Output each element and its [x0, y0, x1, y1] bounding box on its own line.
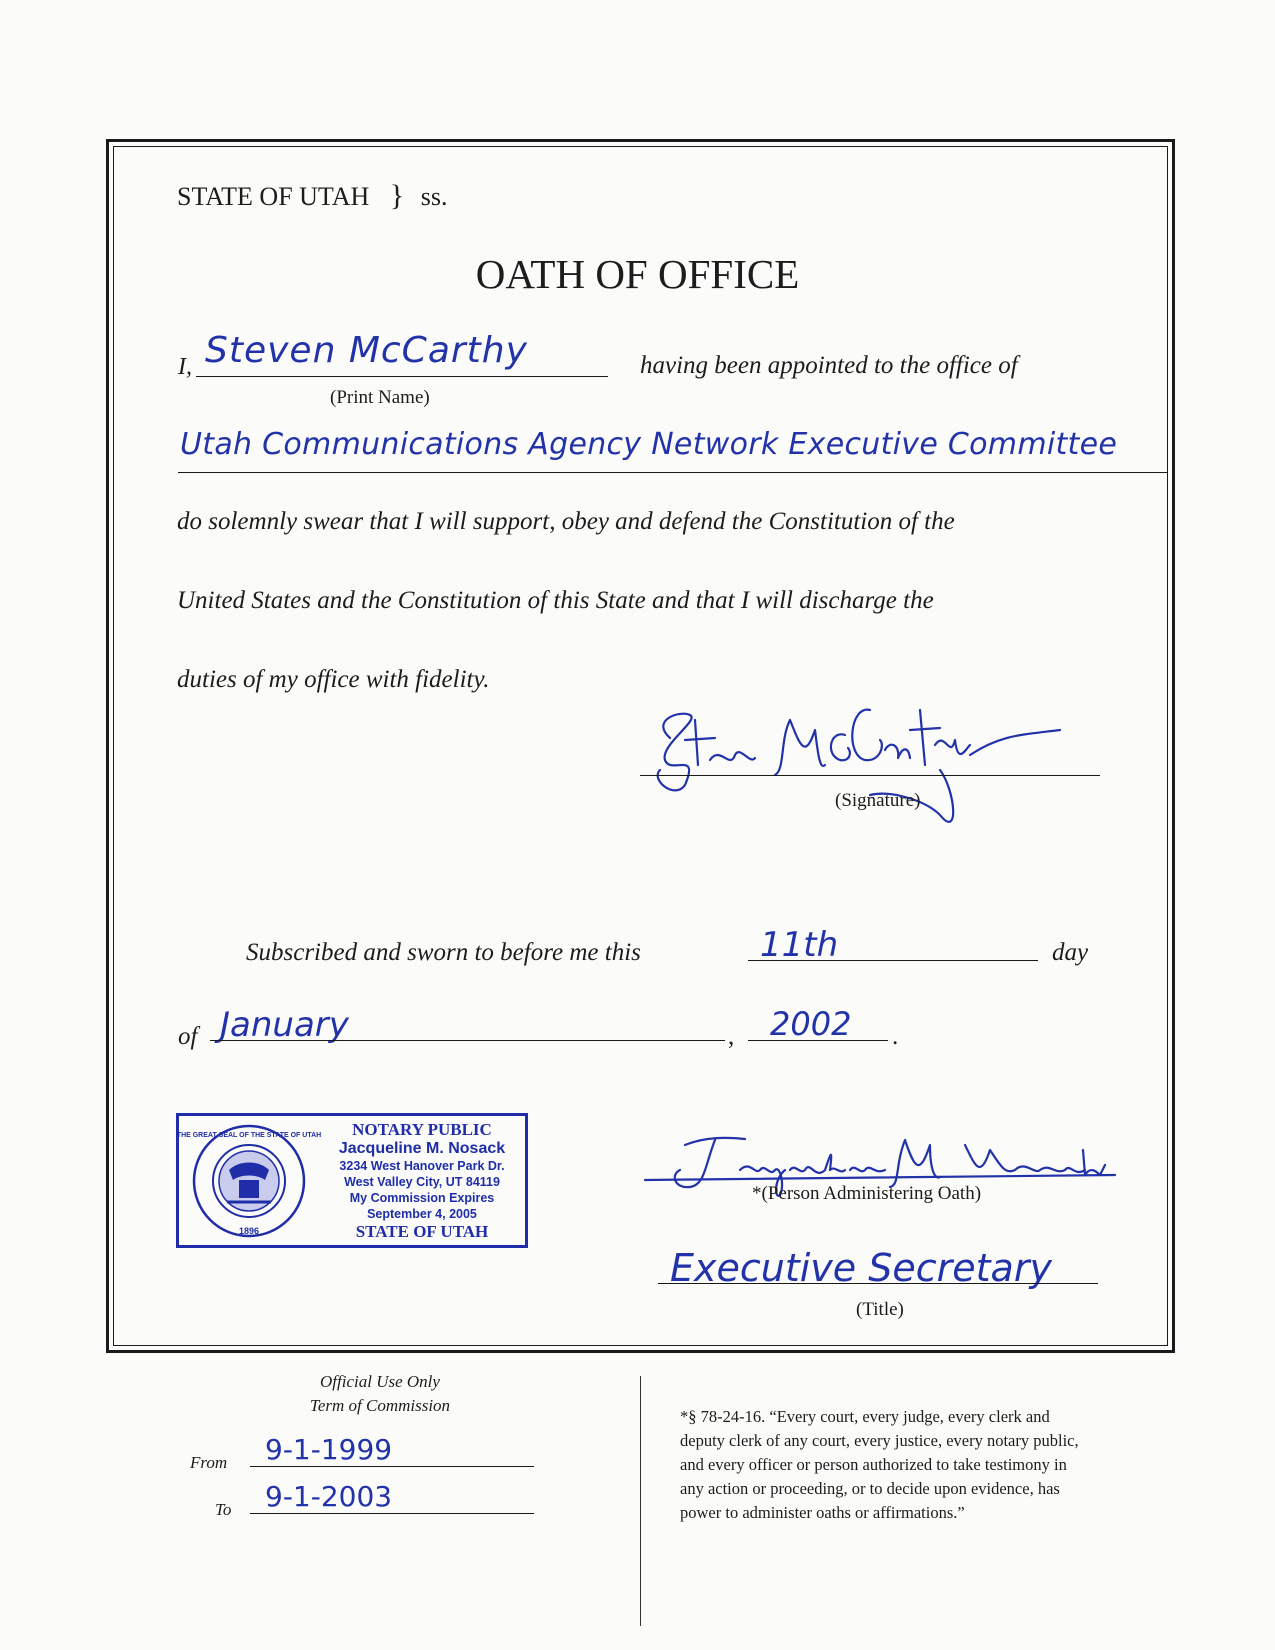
year-period: .: [892, 1023, 899, 1050]
stamp-address-line-2: West Valley City, UT 84119: [344, 1175, 500, 1189]
statute-line-1: *§ 78-24-16. “Every court, every judge, every clerk and: [680, 1407, 1050, 1426]
oath-line-1: do solemnly swear that I will support, obey and defend the Constitution of the: [177, 508, 955, 535]
signature-caption: (Signature): [835, 790, 921, 811]
footer-divider: [640, 1376, 641, 1626]
notary-stamp: [176, 1113, 528, 1248]
name-underline: [196, 376, 608, 377]
from-value: 9-1-1999: [265, 1433, 393, 1466]
statute-line-5: power to administer oaths or affirmations.”: [680, 1503, 965, 1522]
stamp-notary-name: Jacqueline M. Nosack: [338, 1140, 506, 1157]
appointed-text: having been appointed to the office of: [640, 352, 1018, 379]
state-label: STATE OF UTAH: [177, 182, 370, 211]
oath-line-2: United States and the Constitution of this State and that I will discharge the: [177, 587, 934, 614]
office-underline: [178, 472, 1168, 473]
document-title: OATH OF OFFICE: [475, 251, 800, 297]
month-underline: [210, 1040, 725, 1041]
term-of-commission-heading: Term of Commission: [309, 1396, 451, 1415]
i-prefix: I,: [178, 354, 192, 380]
sworn-day-value: 11th: [760, 925, 839, 965]
title-caption: (Title): [856, 1299, 904, 1320]
oath-line-3: duties of my office with fidelity.: [177, 666, 490, 693]
stamp-notary-heading: NOTARY PUBLIC: [352, 1120, 492, 1139]
to-underline: [250, 1513, 534, 1514]
statute-line-4: any action or proceeding, or to decide upon evidence, has: [680, 1479, 1060, 1498]
stamp-state: STATE OF UTAH: [355, 1222, 489, 1241]
sworn-year-value: 2002: [770, 1005, 852, 1043]
official-use-heading: Official Use Only: [320, 1372, 440, 1391]
statute-line-3: and every officer or person authorized to take testimony in: [680, 1455, 1067, 1474]
month-comma: ,: [728, 1023, 735, 1050]
brace-glyph: }: [389, 179, 405, 212]
seal-year: 1896: [238, 1226, 260, 1236]
office-value: Utah Communications Agency Network Executive Committee: [180, 427, 1118, 462]
stamp-expires-label: My Commission Expires: [349, 1191, 495, 1205]
seal-outer-text: THE GREAT SEAL OF THE STATE OF UTAH: [176, 1132, 322, 1139]
stamp-expires-date: September 4, 2005: [367, 1207, 477, 1221]
sworn-prefix: Subscribed and sworn to before me this: [246, 939, 641, 966]
from-label: From: [190, 1453, 228, 1472]
print-name-caption: (Print Name): [330, 387, 430, 408]
year-underline: [748, 1040, 888, 1041]
administrator-title-value: Executive Secretary: [670, 1246, 1052, 1290]
title-underline: [658, 1283, 1098, 1284]
statute-line-2: deputy clerk of any court, every justice, every notary public,: [680, 1431, 1079, 1450]
to-label: To: [215, 1500, 232, 1519]
day-word: day: [1052, 939, 1089, 966]
day-underline: [748, 960, 1038, 961]
of-word: of: [178, 1023, 198, 1050]
administrator-caption: *(Person Administering Oath): [752, 1183, 982, 1204]
signature-underline: [640, 775, 1100, 776]
printed-name-value: Steven McCarthy: [205, 330, 528, 371]
signature-image: [640, 690, 1070, 865]
stamp-text-block: [319, 1120, 525, 1242]
sworn-month-value: January: [220, 1005, 349, 1045]
state-heading: [177, 179, 447, 213]
ss-label: ss.: [420, 182, 448, 211]
to-value: 9-1-2003: [265, 1480, 393, 1513]
statute-note: [680, 1405, 1079, 1525]
state-seal-icon: [176, 1122, 322, 1240]
stamp-address-line-1: 3234 West Hanover Park Dr.: [339, 1159, 505, 1173]
from-underline: [250, 1466, 534, 1467]
